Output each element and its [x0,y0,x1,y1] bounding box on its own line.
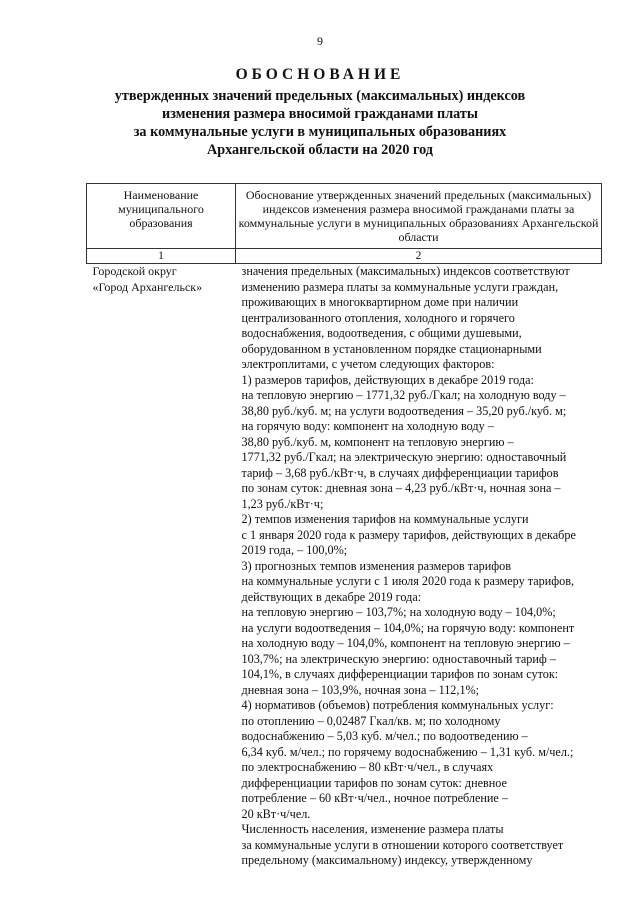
justification-line: 2019 года, – 100,0%; [241,543,348,557]
page-number: 9 [317,34,323,48]
justification-line: 38,80 руб./куб. м; на услуги водоотведения – 35,20 руб./куб. м; [241,403,567,418]
document-title: ОБОСНОВАНИЕ [235,66,405,83]
justification-line: оборудованном в установленном порядке стационарными [241,341,542,356]
justification-line: на коммунальные услуги с 1 июля 2020 года к размеру тарифов, [241,574,575,588]
justification-table [86,183,602,869]
justification-line: 2) темпов изменения тарифов на коммунальные услуги [241,512,529,526]
subtitle-line: Архангельской области на 2020 год [207,142,433,158]
municipality-line: «Город Архангельск» [92,279,203,294]
justification-line: проживающих в многоквартирном доме при наличии [241,295,519,309]
justification-line: потребление – 60 кВт·ч/чел., ночное потребление – [241,791,508,805]
header-municipality: Наименование муниципального образования [87,184,236,249]
justification-line: Численность населения, изменение размера платы [241,822,504,836]
justification-line: водоснабжения, водоотведения, с общими душевыми, [241,326,522,340]
justification-line: электроплитами, с учетом следующих факторов: [241,357,495,371]
justification-line: на тепловую энергию – 1771,32 руб./Гкал; на холодную воду – [241,388,566,402]
municipality-cell [87,264,236,869]
justification-line: дифференциации тарифов по зонам суток: дневное [241,775,507,790]
justification-line: по зонам суток: дневная зона – 4,23 руб./кВт·ч, ночная зона – [241,481,561,495]
municipality-line: Городской округ [92,264,177,278]
justification-line: изменению размера платы за коммунальные услуги граждан, [241,279,559,294]
document-subtitle [60,87,580,159]
justification-line: за коммунальные услуги в отношении которого соответствует [241,837,564,852]
justification-line: 3) прогнозных темпов изменения размеров тарифов [241,558,511,573]
justification-line: 6,34 куб. м/чел.; по горячему водоснабжению – 1,31 куб. м/чел.; [241,744,574,759]
justification-line: 104,1%, в случаях дифференциации тарифов по зонам суток: [241,667,559,681]
header-justification: Обоснование утвержденных значений предельных (максимальных) индексов изменения размера вносимой гражданами платы за коммунальные услуги в муниципальных образованиях Архангельской области [236,184,602,249]
justification-line: на холодную воду – 104,0%, компонент на тепловую энергию – [241,636,570,650]
subtitle-line: изменения размера вносимой гражданами платы [162,106,478,122]
justification-line: значения предельных (максимальных) индексов соответствуют [241,264,570,278]
justification-line: на услуги водоотведения – 104,0%; на горячую воду: компонент [241,620,575,635]
justification-line: 103,7%; на электрическую энергию: одноставочный тариф – [241,651,556,666]
justification-cell [236,264,602,869]
column-number-1: 1 [87,249,236,264]
justification-line: предельному (максимальному) индексу, утвержденному [241,853,533,867]
justification-line: на горячую воду: компонент на холодную воду – [241,419,494,433]
justification-line: 20 кВт·ч/чел. [241,806,311,821]
column-number-2: 2 [236,249,602,264]
subtitle-line: утвержденных значений предельных (максимальных) индексов [114,88,526,104]
justification-line: действующих в декабре 2019 года: [241,589,422,604]
justification-line: 1,23 руб./кВт·ч; [241,496,324,511]
justification-line: централизованного отопления, холодного и горячего [241,310,515,325]
justification-line: с 1 января 2020 года к размеру тарифов, действующих в декабре [241,527,576,542]
subtitle-line: за коммунальные услуги в муниципальных образованиях [133,124,507,140]
justification-line: 1771,32 руб./Гкал; на электрическую энергию: одноставочный [241,450,567,464]
justification-line: тариф – 3,68 руб./кВт·ч, в случаях дифференциации тарифов [241,465,559,480]
justification-line: 38,80 руб./куб. м, компонент на тепловую энергию – [241,434,514,449]
justification-line: на тепловую энергию – 103,7%; на холодную воду – 104,0%; [241,605,556,619]
justification-line: 1) размеров тарифов, действующих в декабре 2019 года: [241,372,534,387]
justification-line: по отоплению – 0,02487 Гкал/кв. м; по холодному [241,713,501,728]
justification-line: по электроснабжению – 80 кВт·ч/чел., в случаях [241,760,494,774]
justification-line: 4) нормативов (объемов) потребления коммунальных услуг: [241,698,554,712]
justification-line: дневная зона – 103,9%, ночная зона – 112,1%; [241,682,480,697]
justification-line: водоснабжению – 5,03 куб. м/чел.; по водоотведению – [241,729,528,743]
